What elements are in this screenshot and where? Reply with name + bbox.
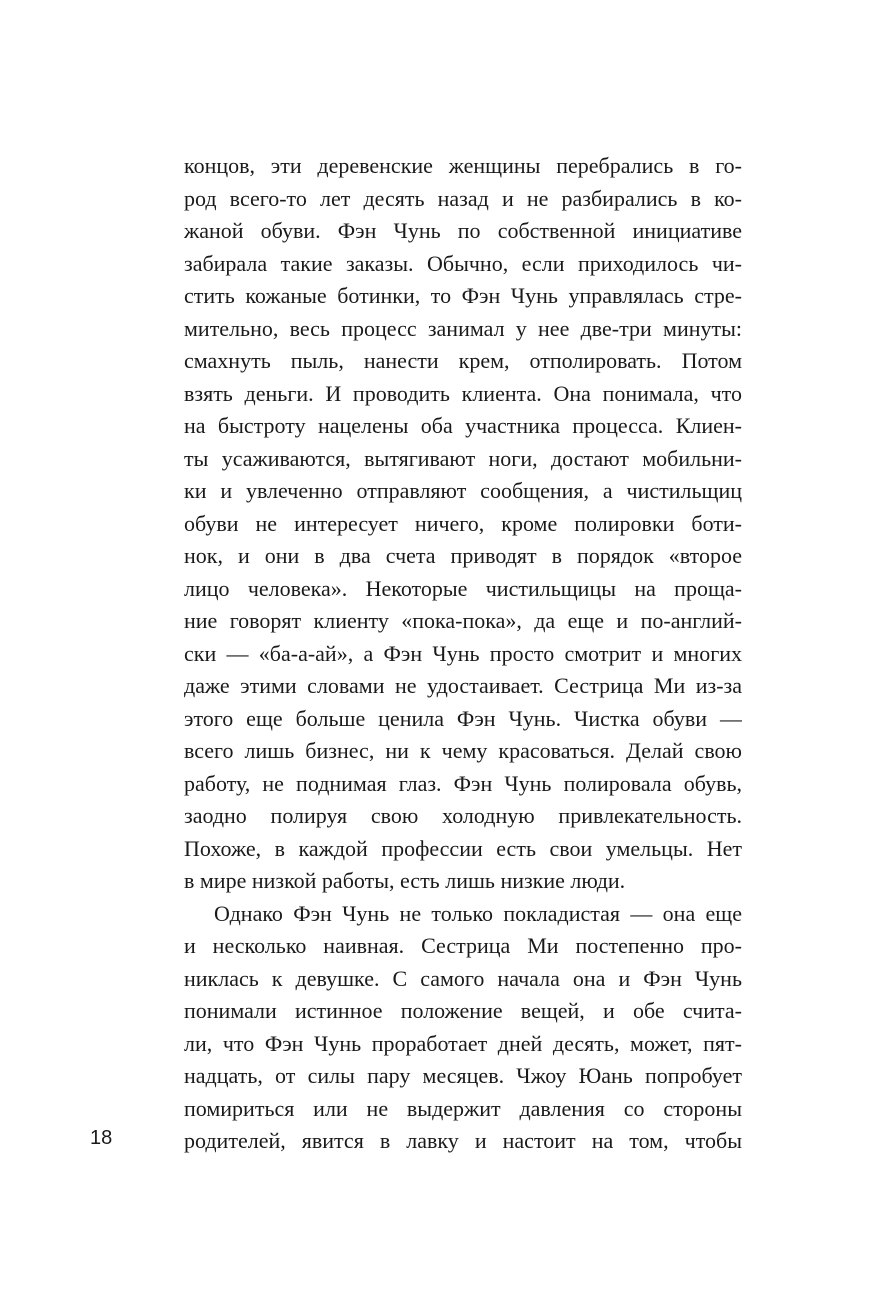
text-line: забирала такие заказы. Обычно, если приходилось чи- [184,250,742,276]
text-line: на быстроту нацелены оба участника процесса. Клиен- [184,413,742,438]
text-line: никлась к девушке. С самого начала она и Фэн Чунь [184,965,742,991]
body-text [184,150,742,1158]
text-line: надцать, от силы пару месяцев. Чжоу Юань попробует [184,1063,742,1088]
text-line: жаной обуви. Фэн Чунь по собственной инициативе [184,218,742,243]
text-line: нок, и они в два счета приводят в порядок «второе [184,543,742,568]
text-line: понимали истинное положение вещей, и обе счита- [184,998,742,1023]
text-line: этого еще больше ценила Фэн Чунь. Чистка обуви — [184,705,742,731]
text-line: Похоже, в каждой профессии есть свои умельцы. Нет [184,835,742,861]
paragraph-end-line: в мире низкой работы, есть лишь низкие люди. [184,868,626,893]
text-line: мительно, весь процесс занимал у нее две-три минуты: [184,315,742,341]
page-number: 18 [90,1127,113,1149]
text-line: лицо человека». Некоторые чистильщицы на проща- [184,575,742,601]
text-line: всего лишь бизнес, ни к чему красоваться. Делай свою [184,738,742,763]
text-line: даже этими словами не удостаивает. Сестрица Ми из-за [184,673,742,698]
text-line: концов, эти деревенские женщины перебрались в го- [184,153,742,178]
text-line: заодно полируя свою холодную привлекательность. [184,803,742,828]
text-line: работу, не поднимая глаз. Фэн Чунь полировала обувь, [184,770,742,796]
text-line: ли, что Фэн Чунь проработает дней десять, может, пят- [184,1030,742,1056]
text-line: ски — «ба-а-ай», а Фэн Чунь просто смотрит и многих [184,640,742,666]
text-line: и несколько наивная. Сестрица Ми постепенно про- [184,933,742,958]
text-line: смахнуть пыль, нанести крем, отполировать. Потом [184,348,742,373]
text-line: род всего-то лет десять назад и не разбирались в ко- [184,185,742,211]
text-line: стить кожаные ботинки, то Фэн Чунь управлялась стре- [184,283,742,308]
text-line: ты усаживаются, вытягивают ноги, достают мобильни- [184,445,742,471]
text-line: ки и увлеченно отправляют сообщения, а чистильщиц [184,478,742,503]
paragraph-start-line: Однако Фэн Чунь не только покладистая — она еще [214,900,742,926]
text-line: ние говорят клиенту «пока-пока», да еще и по-англий- [184,608,742,633]
text-line: помириться или не выдержит давления со стороны [184,1095,742,1121]
text-line: взять деньги. И проводить клиента. Она понимала, что [184,380,742,406]
text-line: родителей, явится в лавку и настоит на том, чтобы [184,1128,742,1153]
text-line: обуви не интересует ничего, кроме полировки боти- [184,510,742,536]
